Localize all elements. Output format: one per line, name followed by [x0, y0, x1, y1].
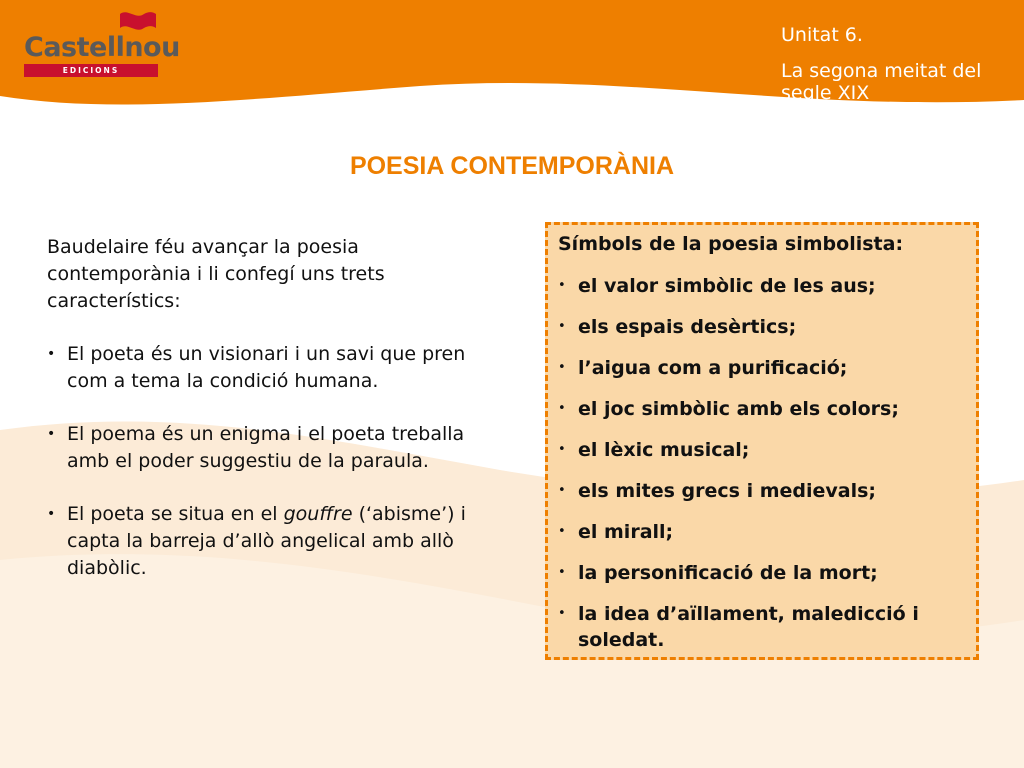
bullet-icon: •	[558, 483, 566, 498]
traits-list	[47, 341, 467, 582]
list-item	[558, 314, 968, 340]
castellnou-logo	[22, 10, 180, 80]
bullet-text: El poeta és un visionari i un savi que pren com a tema la condició humana.	[67, 343, 466, 392]
list-item	[558, 437, 968, 463]
list-item	[47, 421, 467, 475]
list-item	[558, 601, 968, 653]
symbols-box	[545, 222, 979, 660]
symbol-text: l’aigua com a purificació;	[578, 357, 848, 379]
bullet-text-after: (‘abisme’) i capta la barreja d’allò angelical amb allò diabòlic.	[67, 503, 466, 579]
symbol-text: la idea d’aïllament, maledicció i soledat.	[578, 603, 919, 651]
list-item	[558, 519, 968, 545]
list-item	[47, 501, 467, 582]
logo-name: Castellnou	[24, 32, 180, 63]
unit-title: La segona meitat del segle XIX	[781, 60, 982, 104]
bullet-icon: •	[558, 606, 566, 621]
intro-paragraph: Baudelaire féu avançar la poesia contemporània i li confegí uns trets característics:	[47, 236, 385, 312]
list-item	[558, 396, 968, 422]
list-item	[558, 560, 968, 586]
bullet-text: El poema és un enigma i el poeta treballa amb el poder suggestiu de la paraula.	[67, 423, 465, 472]
bullet-text-italic: gouffre	[283, 503, 353, 525]
bullet-icon: •	[558, 319, 566, 334]
flag-icon	[118, 10, 158, 34]
bullet-icon: •	[558, 524, 566, 539]
symbol-text: la personificació de la mort;	[578, 562, 878, 584]
symbol-text: el valor simbòlic de les aus;	[578, 275, 876, 297]
symbol-text: el mirall;	[578, 521, 674, 543]
bullet-icon: •	[47, 346, 56, 362]
bullet-icon: •	[558, 360, 566, 375]
bullet-icon: •	[558, 278, 566, 293]
bullet-icon: •	[558, 442, 566, 457]
list-item	[558, 273, 968, 299]
bullet-text-before: El poeta se situa en el	[67, 503, 284, 525]
list-item	[47, 341, 467, 395]
list-item	[558, 478, 968, 504]
symbols-list	[558, 273, 968, 668]
symbol-text: els mites grecs i medievals;	[578, 480, 877, 502]
bullet-icon: •	[558, 401, 566, 416]
symbol-text: els espais desèrtics;	[578, 316, 797, 338]
symbol-text: el lèxic musical;	[578, 439, 750, 461]
symbol-text: el joc simbòlic amb els colors;	[578, 398, 899, 420]
list-item	[558, 355, 968, 381]
symbols-heading: Símbols de la poesia simbolista:	[558, 233, 904, 255]
logo-subtitle: EDICIONS	[24, 64, 158, 77]
bullet-icon: •	[47, 506, 56, 522]
bullet-icon: •	[47, 426, 56, 442]
bullet-icon: •	[558, 565, 566, 580]
left-column	[47, 234, 467, 608]
unit-label: Unitat 6.	[781, 24, 863, 46]
page-title: POESIA CONTEMPORÀNIA	[349, 152, 675, 180]
